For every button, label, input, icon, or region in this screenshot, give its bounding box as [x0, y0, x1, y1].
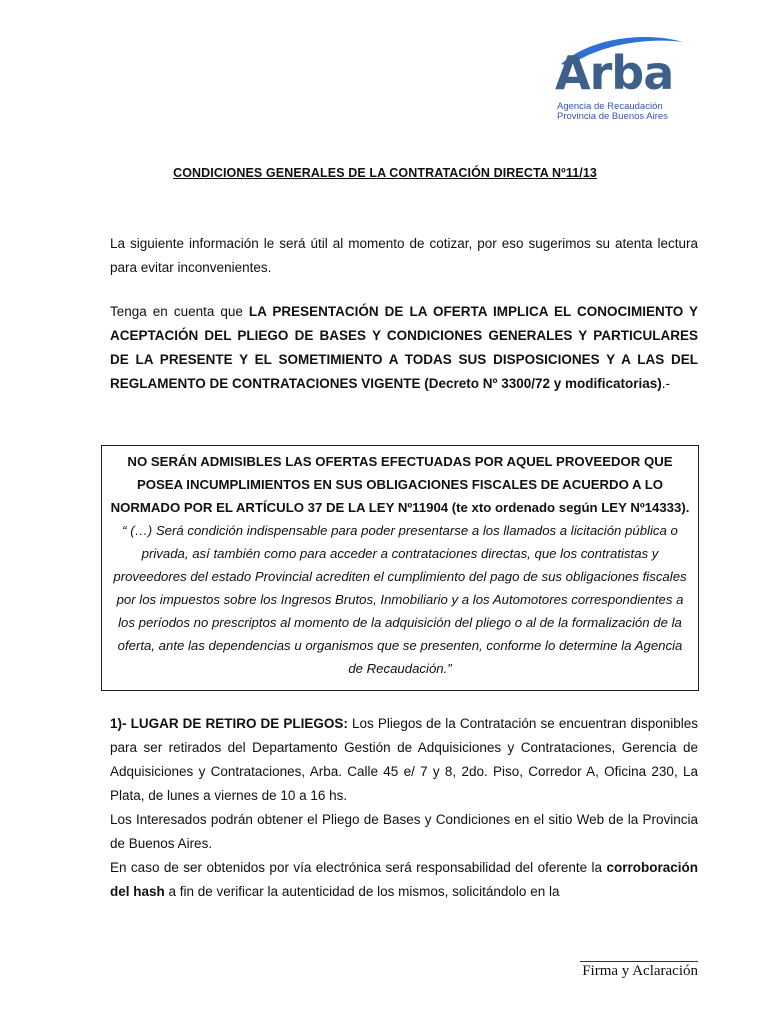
notice-paragraph: [110, 300, 698, 396]
notice-prefix: Tenga en cuenta que: [110, 304, 249, 319]
document-title: CONDICIONES GENERALES DE LA CONTRATACIÓN DIRECTA Nº11/13: [173, 166, 597, 180]
hash-bold: corroboración del hash: [110, 860, 698, 899]
section1-paragraph-2: Los Interesados podrán obtener el Pliego de Bases y Condiciones en el sitio Web de la Provincia de Buenos Aires.: [110, 812, 698, 851]
signature-label: Firma y Aclaración: [582, 963, 698, 979]
notice-bold: LA PRESENTACIÓN DE LA OFERTA IMPLICA EL CONOCIMIENTO Y ACEPTACIÓN DEL PLIEGO DE BASES Y CONDICIONES GENERALES Y PARTICULARES DE LA PRESENTE Y EL SOMETIMIENTO A TODAS SUS DISPOSICIONES Y A LAS DEL REGLAMENTO DE CONTRATACIONES VIGENTE (Decreto Nº 3300/72 y modificatorias): [110, 304, 698, 391]
logo-subtitle-line2: Provincia de Buenos Aires: [557, 111, 668, 122]
notice-suffix: .-: [661, 376, 671, 391]
fiscal-notice-quote: “ (…) Será condición indispensable para poder presentarse a los llamados a licitación pública o privada, así también como para acceder a contrataciones directas, que los contratistas y proveedores del estado Provincial acrediten el cumplimiento del pago de sus obligaciones fiscales por los impuestos sobre los Ingresos Brutos, Inmobiliario y a los Automotores correspondientes a los períodos no prescriptos al momento de la adquisición del pliego o al de la formalización de la oferta, ante las dependencias u organismos que se presenten, conforme lo determine la Agencia de Recaudación.”: [113, 523, 687, 676]
section1-paragraph: [110, 712, 698, 808]
section1-paragraph-3: [110, 856, 698, 904]
hash-suffix: a fin de verificar la autenticidad de los mismos, solicitándolo en la: [164, 884, 560, 899]
intro-paragraph: La siguiente información le será útil al momento de cotizar, por eso sugerimos su atenta lectura para evitar inconvenientes.: [110, 236, 698, 275]
fiscal-notice-bold: NO SERÁN ADMISIBLES LAS OFERTAS EFECTUADAS POR AQUEL PROVEEDOR QUE POSEA INCUMPLIMIENTOS EN SUS OBLIGACIONES FISCALES DE ACUERDO A LO NORMADO POR EL ARTÍCULO 37 DE LA LEY Nº11904 (te xto ordenado según LEY Nº14333).: [110, 454, 690, 515]
arba-logo: [553, 36, 693, 128]
section1-heading: 1)- LUGAR DE RETIRO DE PLIEGOS:: [110, 716, 348, 731]
fiscal-notice-text: [110, 450, 690, 680]
signature-line: [580, 961, 698, 962]
logo-wordmark: Arba: [555, 46, 674, 100]
logo-subtitle-line1: Agencia de Recaudación: [557, 101, 663, 112]
section1-text: Los Pliegos de la Contratación se encuentran disponibles para ser retirados del Departamento Gestión de Adquisiciones y Contrataciones, Gerencia de Adquisiciones y Contrataciones, Arba. Calle 45 e/ 7 y 8, 2do. Piso, Corredor A, Oficina 230, La Plata, de lunes a viernes de 10 a 16 hs.: [110, 716, 698, 803]
hash-prefix: En caso de ser obtenidos por vía electrónica será responsabilidad del oferente la: [110, 860, 607, 875]
